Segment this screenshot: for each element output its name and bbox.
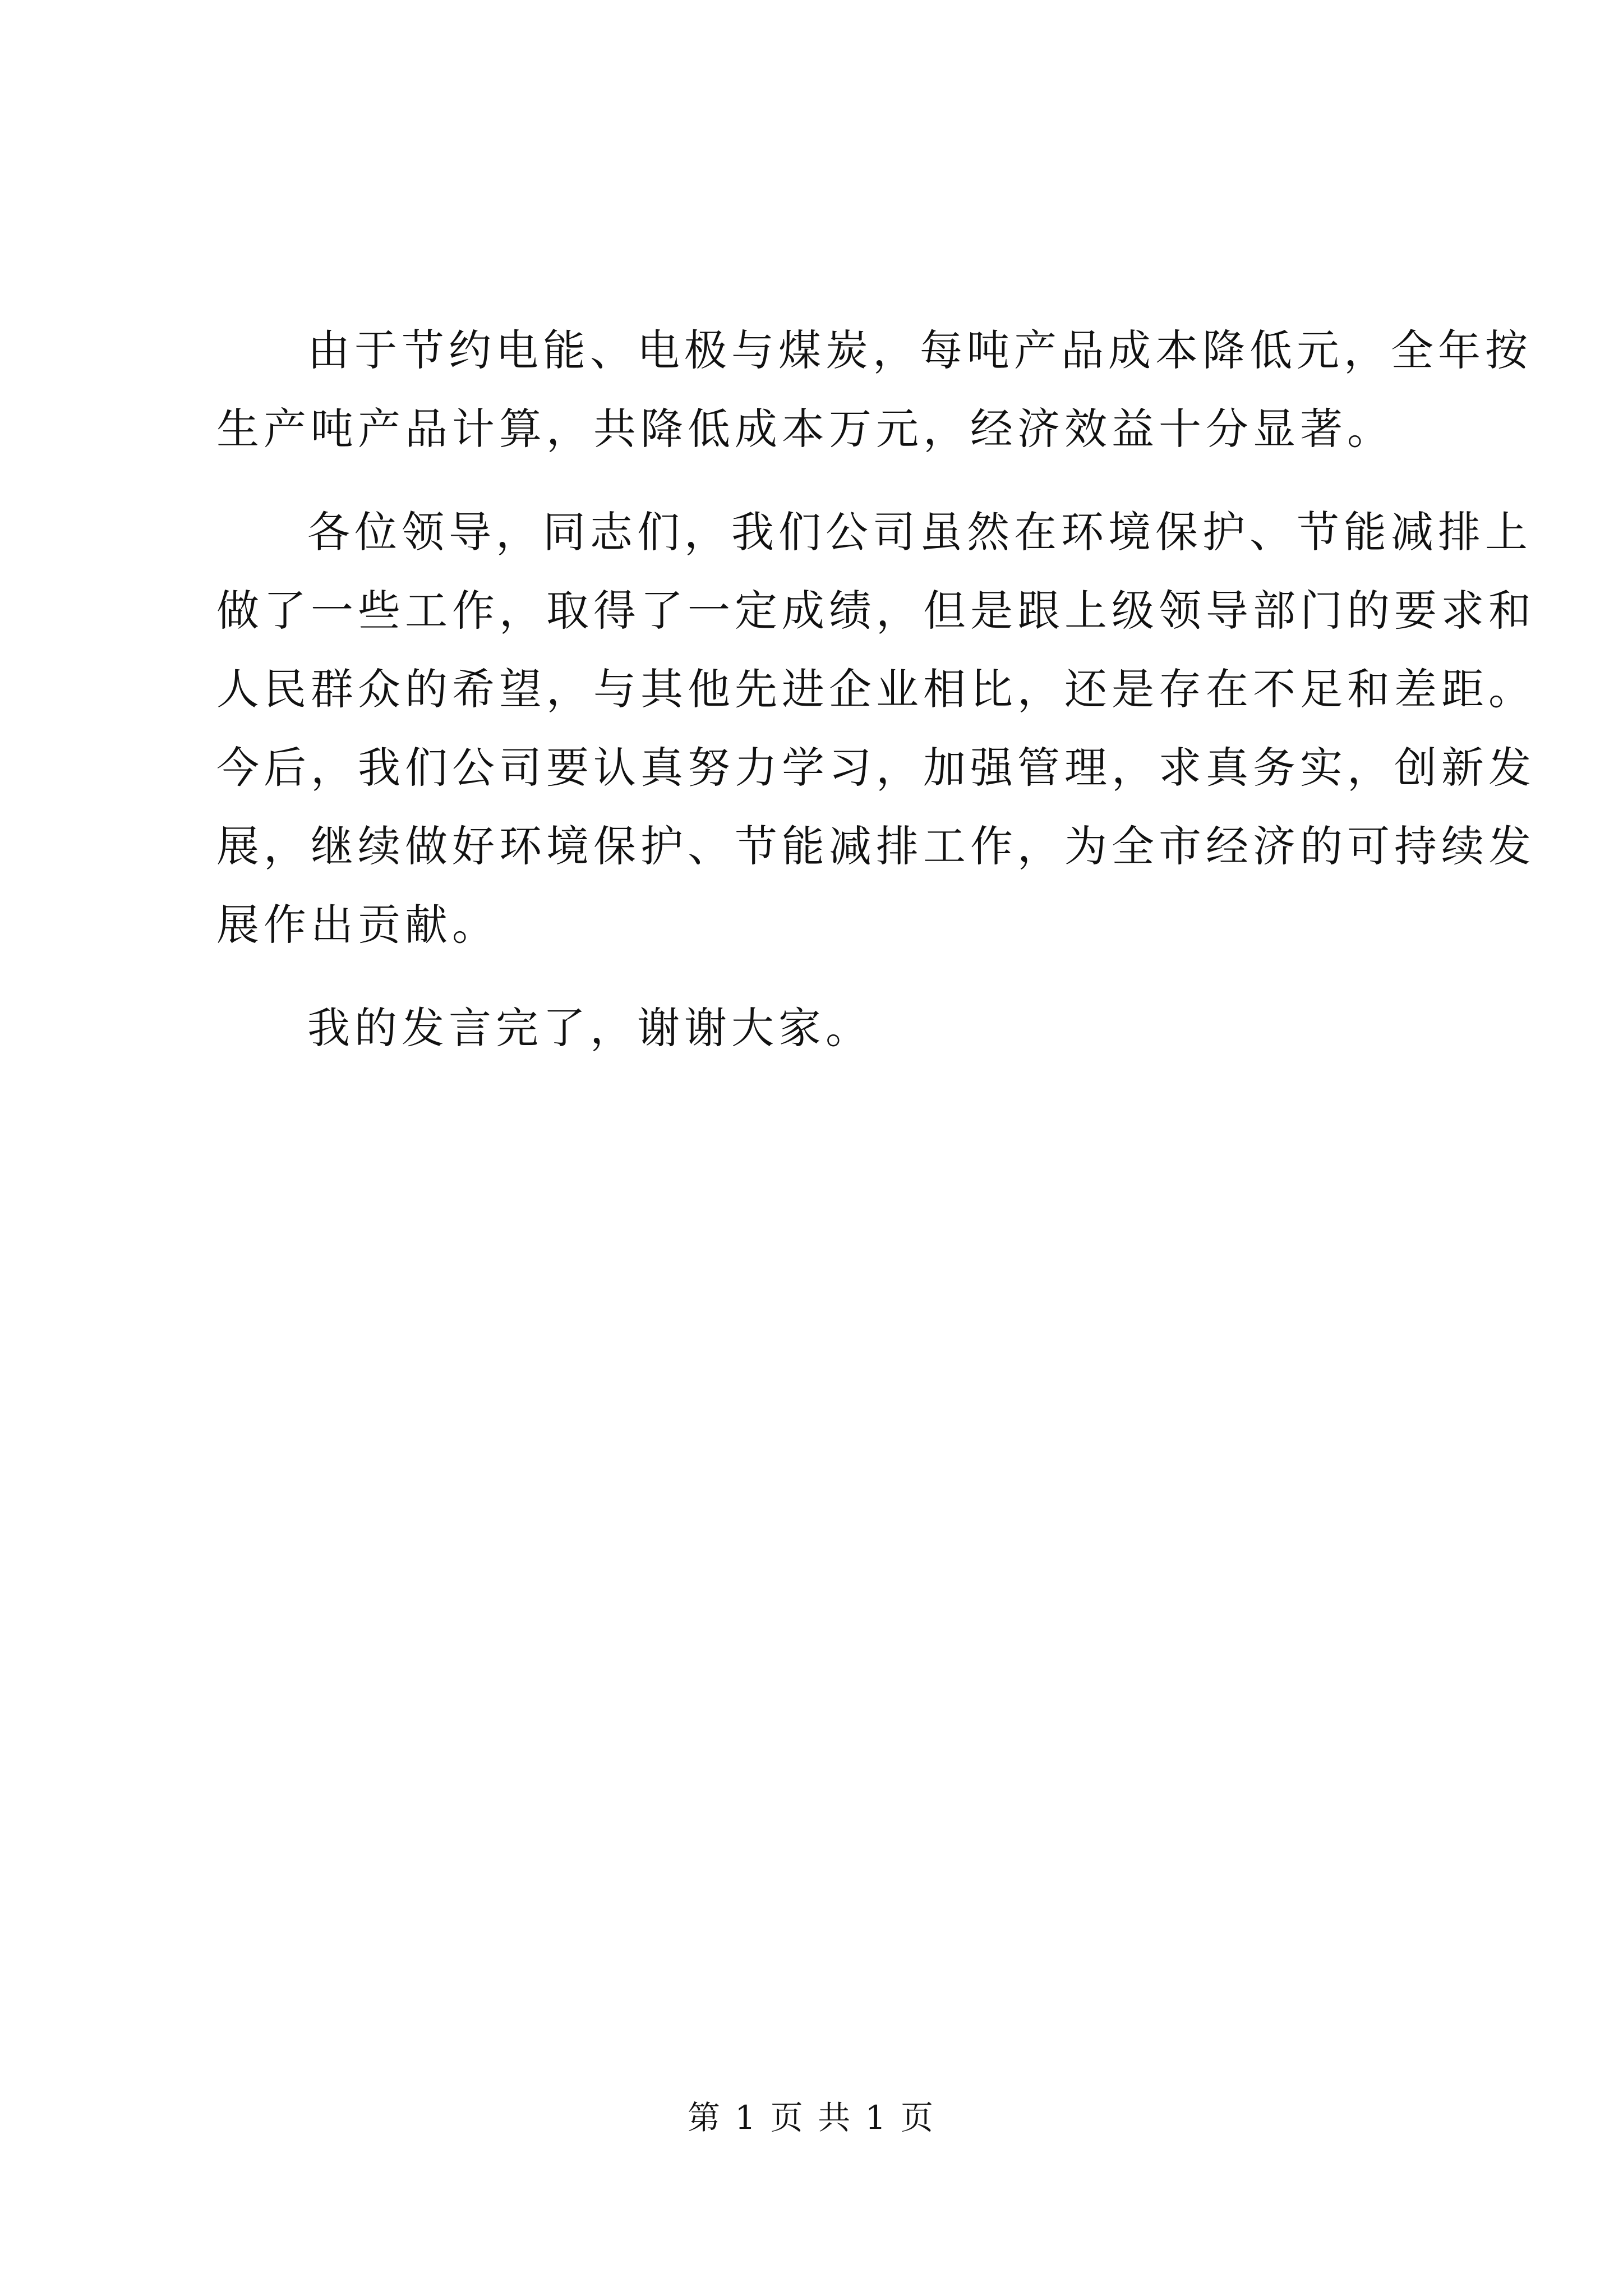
text-line: 由于节约电能、电极与煤炭，每吨产品成本降低元，全年按	[307, 325, 1532, 375]
text-line: 展，继续做好环境保护、节能减排工作，为全市经济的可持续发	[216, 821, 1536, 871]
text-line: 今后，我们公司要认真努力学习，加强管理，求真务实，创新发	[216, 743, 1536, 793]
text-line: 做了一些工作，取得了一定成绩，但是跟上级领导部门的要求和	[216, 586, 1536, 636]
text-line: 我的发言完了，谢谢大家。	[307, 1003, 873, 1053]
document-body	[216, 311, 1536, 1092]
page-number-footer: 第 1 页 共 1 页	[688, 2099, 935, 2137]
text-line: 生产吨产品计算，共降低成本万元，经济效益十分显著。	[216, 404, 1394, 454]
paragraph-closing	[216, 989, 1473, 1068]
paragraph-future-work	[216, 493, 1536, 964]
paragraph-cost-savings	[216, 311, 1532, 468]
text-line: 各位领导，同志们，我们公司虽然在环境保护、节能减排上	[307, 507, 1532, 557]
text-line: 人民群众的希望，与其他先进企业相比，还是存在不足和差距。	[216, 664, 1536, 714]
text-line: 展作出贡献。	[216, 900, 499, 950]
